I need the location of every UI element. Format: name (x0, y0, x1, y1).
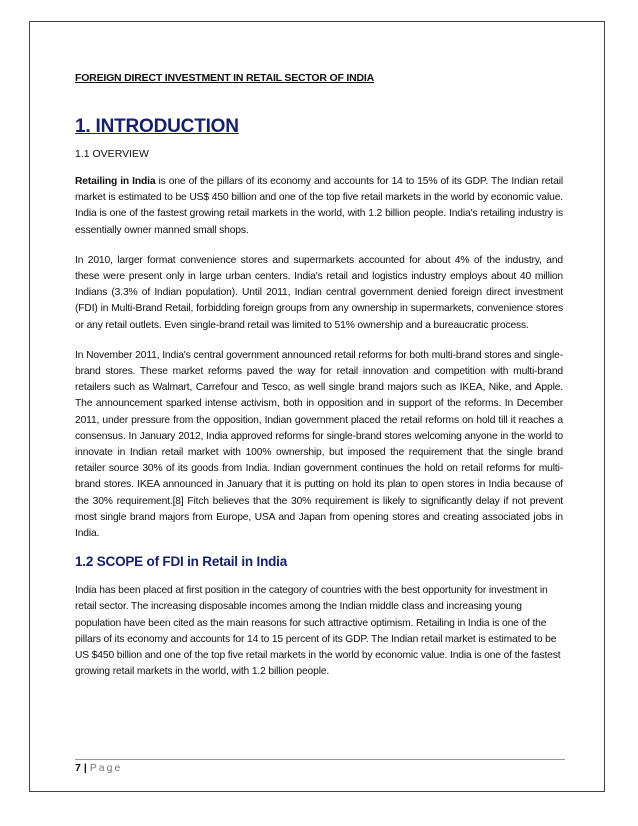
paragraph-1-bold-lead: Retailing in India (75, 176, 156, 187)
heading-introduction: 1. INTRODUCTION (75, 116, 239, 137)
footer-divider (75, 759, 565, 760)
paragraph-2: In 2010, larger format convenience stores and supermarkets accounted for about 4% of the industry, and these were present only in large urban centers. India's retail and logistics industry employs about 40 million Indians (3.3% of Indian population). Until 2011, Indian central government denied foreign direct investment (FDI) in Multi-Brand Retail, forbidding foreign groups from any ownership in supermarkets, convenience stores or any retail outlets. Even single-brand retail was limited to 51% ownership and a bureaucratic process. (75, 254, 563, 331)
subheading-overview: 1.1 OVERVIEW (75, 148, 149, 160)
page-label: Page (89, 762, 123, 774)
heading-scope: 1.2 SCOPE of FDI in Retail in India (75, 554, 288, 570)
paragraph-1 (75, 174, 563, 239)
document-body (75, 72, 563, 680)
footer-separator: | (83, 762, 87, 774)
paragraph-1-text: is one of the pillars of its economy and accounts for 14 to 15% of its GDP. The Indian retail market is estimated to be US$ 450 billion and one of the top five retail markets in the world by economic value. India is one of the fastest growing retail markets in the world, with 1.2 billion people. India's retailing industry is essentially owner manned small shops. (75, 176, 563, 236)
page-footer (75, 762, 122, 774)
paragraph-4: India has been placed at first position in the category of countries with the best opportunity for investment in retail sector. The increasing disposable incomes among the Indian middle class and increasing young population have been cited as the main reasons for such attractive optimism. Retailing in India is one of the pillars of its economy and accounts for 14 to 15 percent of its GDP. The Indian retail market is estimated to be US $450 billion and one of the top five retail markets in the world by economic value. India is one of the fastest growing retail markets in the world, with 1.2 billion people. (75, 585, 561, 678)
document-title: FOREIGN DIRECT INVESTMENT IN RETAIL SECTOR OF INDIA (75, 72, 374, 84)
paragraph-3: In November 2011, India's central government announced retail reforms for both multi-brand stores and single-brand stores. These market reforms paved the way for retail innovation and competition with multi-brand retailers such as Walmart, Carrefour and Tesco, as well single brand majors such as IKEA, Nike, and Apple. The announcement sparked intense activism, both in opposition and in support of the reforms. In December 2011, under pressure from the opposition, Indian government placed the retail reforms on hold till it reaches a consensus. In January 2012, India approved reforms for single-brand stores welcoming anyone in the world to innovate in Indian retail market with 100% ownership, but imposed the requirement that the single brand retailer source 30% of its goods from India. Indian government continues the hold on retail reforms for multi-brand stores. IKEA announced in January that it is putting on hold its plan to open stores in India because of the 30% requirement.[8] Fitch believes that the 30% requirement is likely to significantly delay if not prevent most single brand majors from Europe, USA and Japan from opening stores and creating associated jobs in India. (75, 349, 563, 540)
page-number: 7 (75, 762, 81, 774)
